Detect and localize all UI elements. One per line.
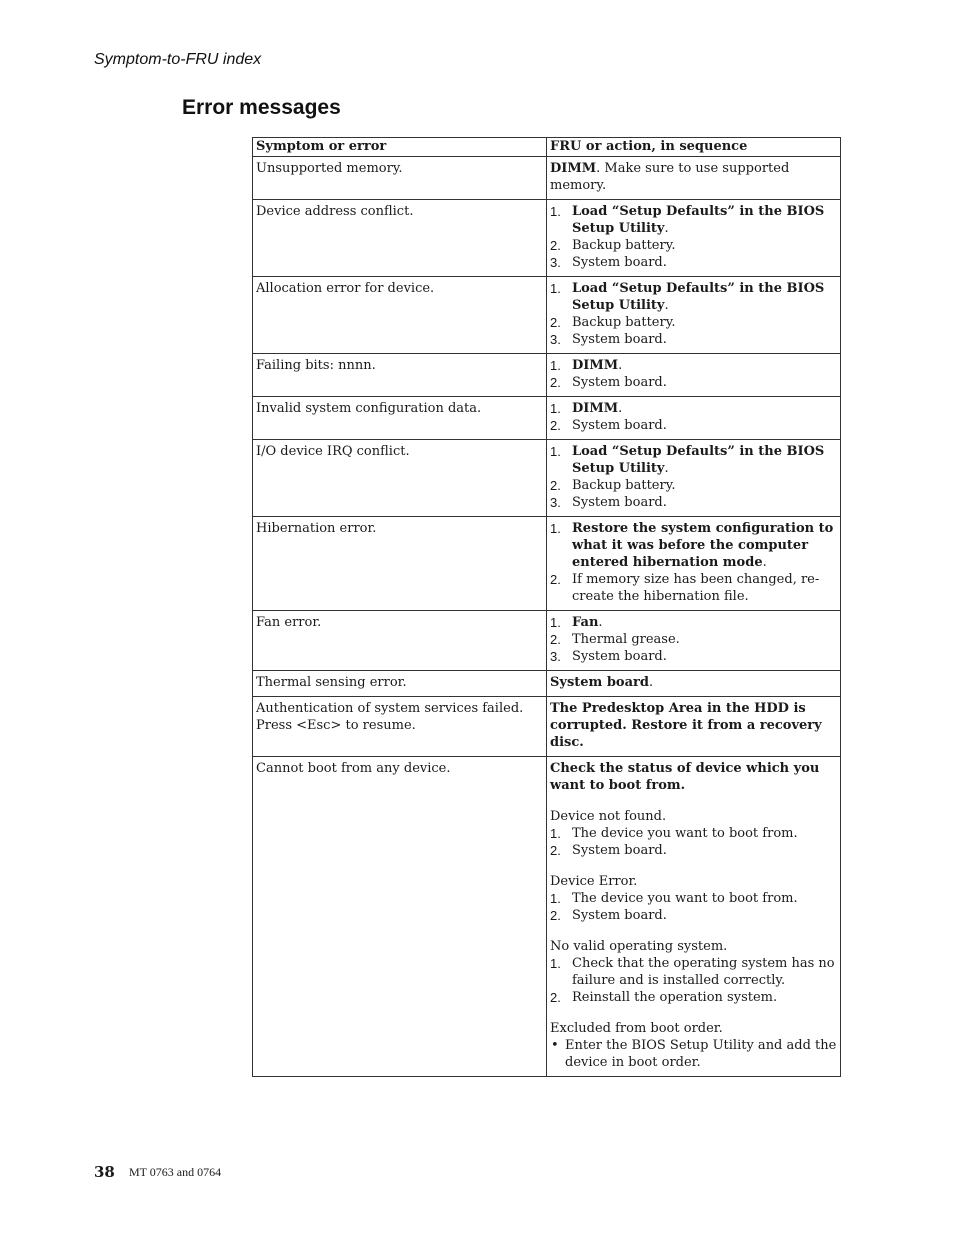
- action-group-title: Device Error.: [550, 874, 638, 889]
- action-steps: [550, 400, 837, 434]
- action-cell: [547, 157, 841, 200]
- column-header-action: FRU or action, in sequence: [547, 138, 841, 157]
- action-step: 2. System board.: [550, 908, 667, 923]
- running-header: Symptom-to-FRU index: [94, 51, 262, 68]
- action-step: 1. DIMM.: [550, 401, 623, 416]
- action-step: 3. System board.: [550, 255, 667, 270]
- action-bold-text: The Predesktop Area in the HDD is corrupted. Restore it from a recovery disc.: [550, 701, 822, 750]
- action-cell: [547, 517, 841, 611]
- action-step: 1. The device you want to boot from.: [550, 826, 798, 841]
- symptom-cell: Device address conflict.: [253, 200, 547, 277]
- symptom-cell: Cannot boot from any device.: [253, 757, 547, 1077]
- action-steps: [550, 520, 837, 605]
- column-header-symptom: Symptom or error: [253, 138, 547, 157]
- action-cell: [547, 200, 841, 277]
- action-steps: [550, 955, 837, 1006]
- action-step: 2. System board.: [550, 418, 667, 433]
- action-cell: [547, 397, 841, 440]
- action-step: 2. Backup battery.: [550, 315, 676, 330]
- action-cell: [547, 671, 841, 697]
- action-step: 1. The device you want to boot from.: [550, 891, 798, 906]
- action-group-title: No valid operating system.: [550, 939, 728, 954]
- action-steps: [550, 443, 837, 511]
- action-bold-text: DIMM: [550, 161, 597, 176]
- symptom-cell: I/O device IRQ conflict.: [253, 440, 547, 517]
- table-row: [253, 440, 841, 517]
- action-step: 2. If memory size has been changed, re-create the hibernation file.: [550, 572, 820, 604]
- table-row: [253, 611, 841, 671]
- action-step: 1. DIMM.: [550, 358, 623, 373]
- action-bullet: • Enter the BIOS Setup Utility and add the device in boot order.: [551, 1038, 837, 1070]
- action-lead-text: Check the status of device which you want to boot from.: [550, 761, 820, 793]
- action-step: 2. Backup battery.: [550, 478, 676, 493]
- action-step: 1. Restore the system configuration to what it was before the computer entered hibernation mode.: [550, 521, 834, 570]
- table-row: [253, 200, 841, 277]
- action-step: 3. System board.: [550, 649, 667, 664]
- table-row: [253, 517, 841, 611]
- section-title: Error messages: [182, 96, 341, 119]
- action-cell: [547, 697, 841, 757]
- action-group-title: Device not found.: [550, 809, 667, 824]
- table-header-row: [253, 138, 841, 157]
- action-step: 1. Load “Setup Defaults” in the BIOS Setup Utility.: [550, 444, 825, 476]
- action-cell: [547, 277, 841, 354]
- symptom-cell: Unsupported memory.: [253, 157, 547, 200]
- table-row: [253, 397, 841, 440]
- action-step: 1. Check that the operating system has no failure and is installed correctly.: [550, 956, 835, 988]
- page-number: 38: [94, 1163, 115, 1181]
- bullet-icon: •: [551, 1038, 559, 1053]
- action-step: 1. Load “Setup Defaults” in the BIOS Setup Utility.: [550, 281, 825, 313]
- symptom-cell: Thermal sensing error.: [253, 671, 547, 697]
- action-cell: [547, 440, 841, 517]
- action-cell: [547, 757, 841, 1077]
- action-step: 3. System board.: [550, 495, 667, 510]
- action-step: 3. System board.: [550, 332, 667, 347]
- action-steps: [550, 203, 837, 271]
- action-step: 2. System board.: [550, 843, 667, 858]
- symptom-cell: Allocation error for device.: [253, 277, 547, 354]
- table-row: [253, 757, 841, 1077]
- action-group-title: Excluded from boot order.: [550, 1021, 723, 1036]
- action-text: .: [648, 675, 654, 690]
- action-text: . Make sure to use supported memory.: [550, 161, 790, 193]
- action-steps: [550, 890, 837, 924]
- table-row: [253, 157, 841, 200]
- action-steps: [550, 280, 837, 348]
- action-bold-text: System board: [550, 675, 649, 690]
- table-row: [253, 671, 841, 697]
- action-steps: [550, 614, 837, 665]
- action-step: 2. Backup battery.: [550, 238, 676, 253]
- action-step: 1. Load “Setup Defaults” in the BIOS Setup Utility.: [550, 204, 825, 236]
- table-row: [253, 697, 841, 757]
- symptom-cell: Failing bits: nnnn.: [253, 354, 547, 397]
- action-step: 1. Fan.: [550, 615, 603, 630]
- footer-text: MT 0763 and 0764: [129, 1165, 222, 1179]
- action-step: 2. System board.: [550, 375, 667, 390]
- action-cell: [547, 611, 841, 671]
- action-bullets: [550, 1037, 837, 1071]
- error-messages-table: [252, 137, 841, 1077]
- action-step: 2. Thermal grease.: [550, 632, 680, 647]
- action-steps: [550, 825, 837, 859]
- symptom-cell: Fan error.: [253, 611, 547, 671]
- symptom-cell: Authentication of system services failed. Press <Esc> to resume.: [253, 697, 547, 757]
- table-row: [253, 277, 841, 354]
- table-row: [253, 354, 841, 397]
- symptom-cell: Hibernation error.: [253, 517, 547, 611]
- action-step: 2. Reinstall the operation system.: [550, 990, 778, 1005]
- symptom-cell: Invalid system configuration data.: [253, 397, 547, 440]
- action-steps: [550, 357, 837, 391]
- action-cell: [547, 354, 841, 397]
